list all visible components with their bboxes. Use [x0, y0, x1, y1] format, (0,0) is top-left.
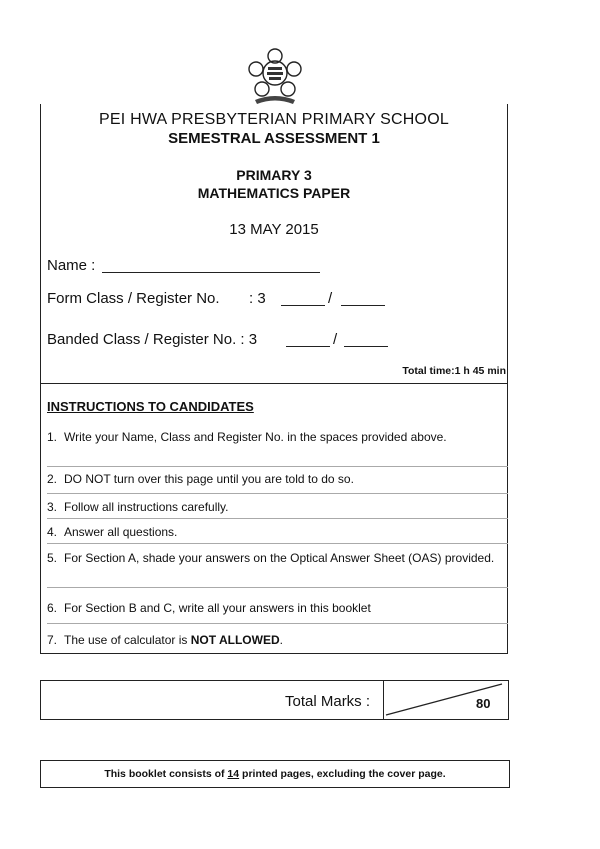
instruction-divider	[47, 543, 508, 544]
form-class-field[interactable]	[281, 305, 325, 306]
instruction-number: 3.	[47, 500, 58, 514]
instructions-title: INSTRUCTIONS TO CANDIDATES	[47, 399, 254, 414]
instruction-divider	[47, 518, 508, 519]
instruction-number: 1.	[47, 430, 58, 444]
instruction-number: 7.	[47, 633, 58, 647]
instruction-text: For Section B and C, write all your answers in this booklet	[64, 601, 371, 615]
form-class-label: Form Class / Register No.	[47, 290, 220, 307]
instruction-number: 2.	[47, 472, 58, 486]
instruction-divider	[47, 466, 508, 467]
instruction-text: Follow all instructions carefully.	[64, 500, 229, 514]
instruction-divider	[47, 587, 508, 588]
section-divider	[40, 383, 508, 384]
banded-class-field[interactable]	[286, 346, 330, 347]
banded-class-label: Banded Class / Register No. : 3	[47, 331, 258, 348]
instruction-number: 5.	[47, 551, 58, 565]
instruction-divider	[47, 493, 508, 494]
instruction-text-pre: The use of calculator is	[64, 633, 191, 647]
instruction-text: DO NOT turn over this page until you are told to do so.	[64, 472, 354, 486]
page-count-number: 14	[227, 768, 240, 780]
exam-date: 13 MAY 2015	[229, 221, 319, 238]
page-count-pre: This booklet consists of	[104, 768, 228, 780]
page-count-post: printed pages, excluding the cover page.	[239, 768, 446, 780]
form-register-field[interactable]	[341, 305, 385, 306]
form-class-prefix: : 3	[249, 290, 266, 307]
level-title: PRIMARY 3	[236, 167, 312, 183]
name-label: Name :	[47, 257, 96, 274]
instruction-text-emphasis: NOT ALLOWED	[190, 633, 280, 647]
assessment-title: SEMESTRAL ASSESSMENT 1	[168, 130, 380, 147]
total-time: Total time:1 h 45 min	[402, 365, 506, 377]
instruction-number: 4.	[47, 525, 58, 539]
instruction-text: Answer all questions.	[64, 525, 178, 539]
form-class-slash: /	[328, 290, 333, 307]
instruction-text-post: .	[279, 633, 283, 647]
page-count-note	[40, 768, 510, 780]
instruction-number: 6.	[47, 601, 58, 615]
subject-title: MATHEMATICS PAPER	[197, 185, 351, 201]
instruction-text	[64, 633, 504, 647]
instruction-divider	[47, 623, 508, 624]
banded-class-slash: /	[333, 331, 338, 348]
school-name: PEI HWA PRESBYTERIAN PRIMARY SCHOOL	[99, 111, 449, 128]
banded-register-field[interactable]	[344, 346, 388, 347]
total-marks-label: Total Marks :	[285, 693, 371, 710]
instruction-text: For Section A, shade your answers on the Optical Answer Sheet (OAS) provided.	[64, 551, 495, 565]
total-marks-value: 80	[476, 696, 491, 711]
instruction-text: Write your Name, Class and Register No. in the spaces provided above.	[64, 430, 447, 444]
name-field[interactable]	[102, 272, 320, 273]
school-crest-logo	[245, 48, 305, 108]
